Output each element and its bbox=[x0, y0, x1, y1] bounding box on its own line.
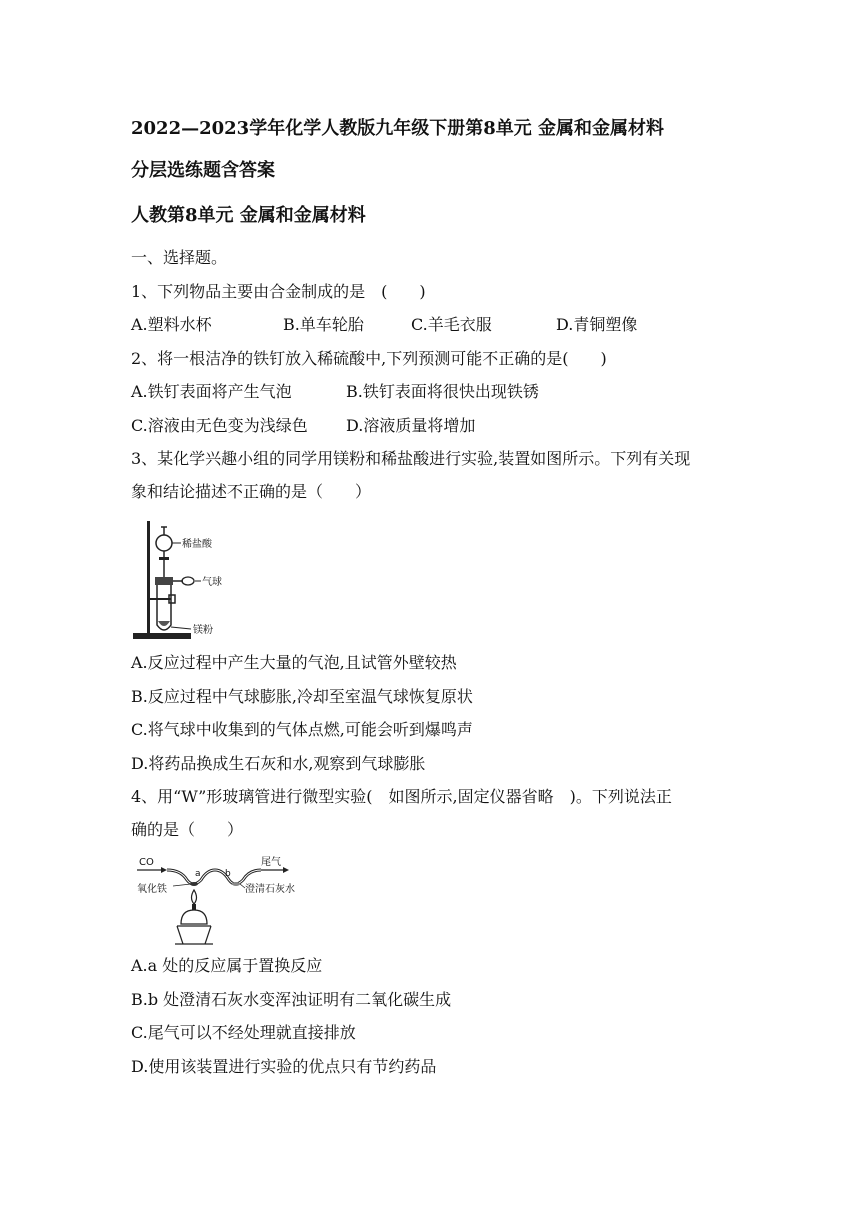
q4-label-a: a bbox=[195, 869, 201, 879]
q1-option-d: D.青铜塑像 bbox=[556, 315, 638, 334]
q4-w-tube-figure bbox=[131, 852, 311, 948]
q3-label-balloon: 气球 bbox=[202, 577, 222, 588]
q4-stem-line-2: 确的是（ ） bbox=[131, 820, 244, 839]
q1-option-c: C.羊毛衣服 bbox=[411, 315, 492, 334]
q3-stem-line-1: 3、某化学兴趣小组的同学用镁粉和稀盐酸进行实验,装置如图所示。下列有关现 bbox=[131, 449, 691, 468]
q2-stem: 2、将一根洁净的铁钉放入稀硫酸中,下列预测可能不正确的是( ) bbox=[131, 349, 607, 368]
q3-option-b: B.反应过程中气球膨胀,冷却至室温气球恢复原状 bbox=[131, 687, 473, 706]
doc-subtitle: 人教第8单元 金属和金属材料 bbox=[131, 205, 366, 226]
q4-option-c: C.尾气可以不经处理就直接排放 bbox=[131, 1023, 356, 1042]
q4-option-b: B.b 处澄清石灰水变浑浊证明有二氧化碳生成 bbox=[131, 990, 452, 1009]
q3-option-a: A.反应过程中产生大量的气泡,且试管外壁较热 bbox=[131, 653, 457, 672]
q4-label-tail-gas: 尾气 bbox=[261, 857, 281, 868]
q2-option-d: D.溶液质量将增加 bbox=[346, 416, 476, 435]
q4-option-d: D.使用该装置进行实验的优点只有节约药品 bbox=[131, 1057, 437, 1076]
q4-label-b: b bbox=[225, 869, 231, 879]
q4-option-a: A.a 处的反应属于置换反应 bbox=[131, 956, 323, 975]
q1-stem: 1、下列物品主要由合金制成的是 ( ) bbox=[131, 282, 426, 301]
doc-title-line-2: 分层选练题含答案 bbox=[131, 160, 275, 181]
section-heading: 一、选择题。 bbox=[131, 248, 228, 267]
q4-label-iron-oxide: 氧化铁 bbox=[137, 884, 167, 895]
q4-stem-line-1: 4、用“W”形玻璃管进行微型实验( 如图所示,固定仪器省略 )。下列说法正 bbox=[131, 787, 672, 806]
doc-title-line-1: 2022—2023学年化学人教版九年级下册第8单元 金属和金属材料 bbox=[131, 118, 664, 139]
q3-label-magnesium: 镁粉 bbox=[193, 625, 213, 636]
q4-label-lime-water: 澄清石灰水 bbox=[245, 884, 295, 895]
q1-option-a: A.塑料水杯 bbox=[131, 315, 212, 334]
q2-option-c: C.溶液由无色变为浅绿色 bbox=[131, 416, 308, 435]
q2-option-a: A.铁钉表面将产生气泡 bbox=[131, 382, 292, 401]
q3-option-d: D.将药品换成生石灰和水,观察到气球膨胀 bbox=[131, 754, 426, 773]
q3-option-c: C.将气球中收集到的气体点燃,可能会听到爆鸣声 bbox=[131, 720, 473, 739]
q4-label-co: CO bbox=[139, 857, 154, 868]
q3-label-acid: 稀盐酸 bbox=[182, 539, 212, 550]
q3-apparatus-figure bbox=[131, 517, 241, 643]
q1-option-b: B.单车轮胎 bbox=[283, 315, 364, 334]
q2-option-b: B.铁钉表面将很快出现铁锈 bbox=[346, 382, 539, 401]
q3-stem-line-2: 象和结论描述不正确的是（ ） bbox=[131, 482, 372, 501]
